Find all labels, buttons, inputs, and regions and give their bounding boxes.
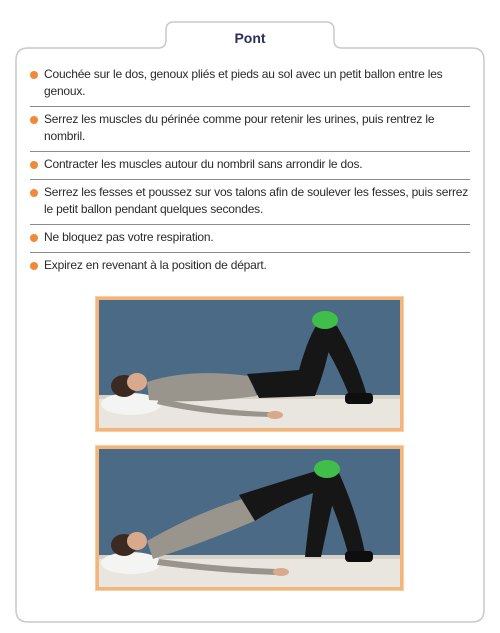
orange-dot-bullet-icon (30, 71, 38, 79)
orange-dot-bullet-icon (30, 234, 38, 242)
instruction-text: Expirez en revenant à la position de départ. (44, 258, 267, 272)
instruction-text: Ne bloquez pas votre respiration. (44, 230, 214, 244)
instruction-item (30, 225, 470, 253)
instruction-text: Serrez les fesses et poussez sur vos talons afin de soulever les fesses, puis serrez le petit ballon pendant quelques secondes. (44, 185, 469, 216)
instruction-text: Contracter les muscles autour du nombril sans arrondir le dos. (44, 157, 363, 171)
instruction-item (30, 253, 470, 280)
instruction-item (30, 152, 470, 180)
instruction-item (30, 180, 470, 225)
orange-dot-bullet-icon (30, 161, 38, 169)
instruction-text: Couchée sur le dos, genoux pliés et pieds au sol avec un petit ballon entre les genoux. (44, 67, 443, 98)
exercise-title: Pont (234, 30, 266, 46)
exercise-photo-start-position (96, 297, 403, 431)
orange-dot-bullet-icon (30, 189, 38, 197)
instruction-text: Serrez les muscles du périnée comme pour retenir les urines, puis rentrez le nombril. (44, 112, 435, 143)
instruction-item (30, 107, 470, 152)
instruction-list (30, 62, 470, 280)
orange-dot-bullet-icon (30, 116, 38, 124)
orange-dot-bullet-icon (30, 262, 38, 270)
instruction-item (30, 62, 470, 107)
exercise-photo-bridge-position (96, 446, 403, 590)
